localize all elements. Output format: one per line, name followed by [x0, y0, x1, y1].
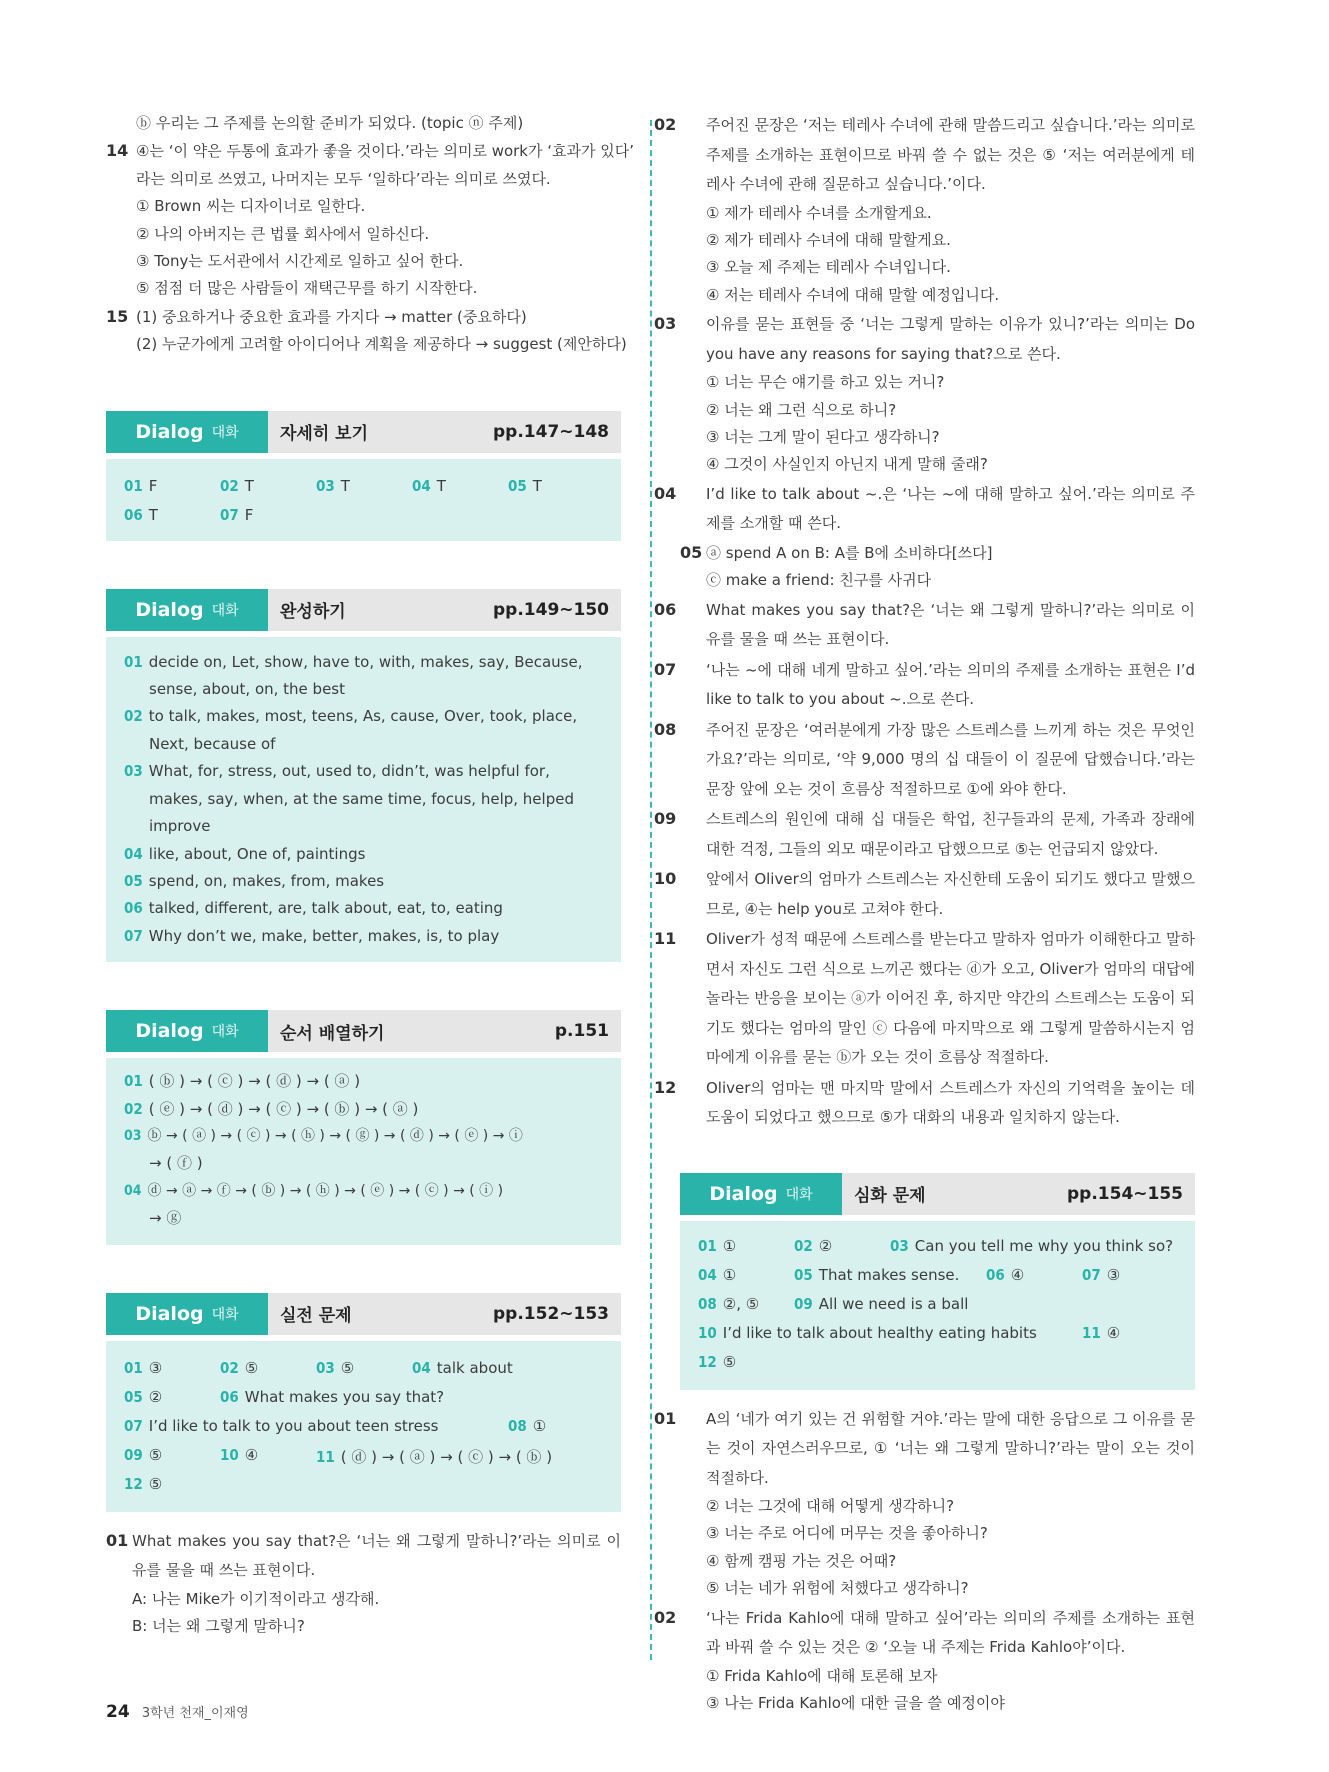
answer-line: 01 decide on, Let, show, have to, with, makes, say, Because,: [124, 652, 583, 671]
explanation-07: 07 ‘나는 ~에 대해 네게 말하고 싶어.’라는 의미의 주제를 소개하는 표현은 I’d like to talk to you about ~.으로 쓴다.: [654, 659, 1195, 709]
answer-line: 03 What, for, stress, out, used to, didn’t, was helpful for,: [124, 762, 550, 781]
section-header-advanced: [680, 1173, 1195, 1215]
answer-line: 라는 의미로 쓰였고, 나머지는 모두 ‘일하다’라는 의미로 쓰였다.: [136, 169, 551, 188]
section-tag: Dialog 대화: [106, 1293, 268, 1335]
answer-box: [680, 1221, 1195, 1390]
answer-line: ⓑ 우리는 그 주제를 논의할 준비가 되었다. (topic ⓝ 주제): [136, 114, 524, 132]
explanation-01: 01 What makes you say that?은 ‘너는 왜 그렇게 말하니?’라는 의미로 이유를 물을 때 쓰는 표현이다.: [106, 1530, 621, 1580]
section-title: 실전 문제: [280, 1306, 352, 1327]
section-pages: pp.149~150: [492, 599, 609, 620]
answer-row: 08 ②, ⑤ 09 All we need is a ball: [698, 1294, 969, 1313]
answer-line: makes, say, when, at the same time, focus, help, helped: [149, 789, 574, 808]
answer-line: ③ 나는 Frida Kahlo에 대한 글을 쓸 예정이야: [706, 1694, 1005, 1713]
answer-row: 07 I’d like to talk to you about teen stress 08 ①: [124, 1416, 547, 1435]
answer-row: 01 ③ 02 ⑤ 03 ⑤ 04 talk about: [124, 1358, 513, 1377]
answer-line: ① 너는 무슨 얘기를 하고 있는 거니?: [706, 373, 945, 392]
answer-line: ② 나의 아버지는 큰 법률 회사에서 일하신다.: [136, 224, 430, 243]
answer-line: B: 너는 왜 그렇게 말하니?: [132, 1616, 305, 1635]
answer-line: 03 ⓑ → ( ⓐ ) → ( ⓒ ) → ( ⓗ ) → ( ⓖ ) → ( ⓓ ) → ( ⓔ ) → ⓘ: [124, 1127, 523, 1144]
answer-line: ④ 저는 테레사 수녀에 대해 말할 예정입니다.: [706, 285, 1000, 304]
explanation-09: 09 스트레스의 원인에 대해 십 대들은 학업, 친구들과의 문제, 가족과 장래에 대한 걱정, 그들의 외모 때문이라고 답했으므로 ⑤는 언급되지 않았다.: [654, 809, 1195, 858]
section-pages: pp.154~155: [1066, 1183, 1183, 1204]
column-divider: [650, 120, 652, 1660]
answer-line: 01 ( ⓑ ) → ( ⓒ ) → ( ⓓ ) → ( ⓐ ): [124, 1072, 361, 1091]
explanation-08: 08 주어진 문장은 ‘여러분에게 가장 많은 스트레스를 느끼게 하는 것은 무엇인가요?’라는 의미로, ‘약 9,000 명의 십 대들이 이 질문에 답했습니다.’라는 문장 앞에 오는 것이 흐름상 적절하므로 ①에 와야 한다.: [654, 719, 1195, 798]
answer-line: → ( ⓕ ): [149, 1154, 203, 1173]
answer-line: ① Frida Kahlo에 대해 토론해 보자: [706, 1666, 938, 1685]
answer-line: (2) 누군가에게 고려할 아이디어나 계획을 제공하다 → suggest (제안하다): [136, 335, 627, 354]
section-pages: pp.147~148: [492, 421, 609, 442]
section-header-practice: [106, 1293, 621, 1335]
section-header-detail: [106, 411, 621, 453]
answer-line: ③ 오늘 제 주제는 테레사 수녀입니다.: [706, 258, 951, 277]
answer-row: 12 ⑤: [124, 1474, 163, 1493]
answer-row: 10 I’d like to talk about healthy eating habits 11 ④: [698, 1323, 1121, 1342]
section-pages: p.151: [554, 1021, 609, 1042]
explanation-02: 02 주어진 문장은 ‘저는 테레사 수녀에 관해 말씀드리고 싶습니다.’라는 의미로 주제를 소개하는 표현이므로 바꿔 쓸 수 없는 것은 ⑤ ‘저는 여러분에게 테레사 수녀에 관해 질문하고 싶습니다.’이다.: [654, 115, 1195, 193]
footer-text: 3학년 천재_이재영: [141, 1706, 249, 1721]
section-title: 자세히 보기: [280, 424, 369, 445]
right-column: [654, 110, 1195, 1718]
answer-line: Next, because of: [149, 734, 276, 753]
section-title: 심화 문제: [854, 1186, 926, 1207]
answer-row: 12 ⑤: [698, 1352, 737, 1371]
answer-line: ② 제가 테레사 수녀에 대해 말할게요.: [706, 230, 951, 249]
answer-line: 04 ⓓ → ⓐ → ⓕ → ( ⓑ ) → ( ⓗ ) → ( ⓔ ) → ( ⓒ ) → ( ⓘ ): [124, 1182, 504, 1199]
answer-line: 04 like, about, One of, paintings: [124, 844, 366, 863]
answer-box: [106, 1058, 621, 1244]
question-15: 15 (1) 중요하거나 중요한 효과를 가지다 → matter (중요하다): [106, 306, 527, 326]
answer-line: A: 나는 Mike가 이기적이라고 생각해.: [132, 1589, 380, 1608]
answer-box: [106, 1341, 621, 1512]
answer-row: 01 ① 02 ② 03 Can you tell me why you think so?: [698, 1236, 1174, 1255]
answer-line: improve: [149, 817, 211, 836]
answer-line: sense, about, on, the best: [149, 680, 345, 699]
section-pages: pp.152~153: [492, 1303, 609, 1324]
answer-box: [106, 637, 621, 962]
answer-line: ① 제가 테레사 수녀를 소개할게요.: [706, 203, 932, 222]
section-title: 순서 배열하기: [280, 1023, 385, 1044]
answer-line: ③ 너는 주로 어디에 머무는 것을 좋아하니?: [706, 1524, 988, 1543]
section-title: 완성하기: [280, 602, 346, 623]
explanation-04: 04 I’d like to talk about ~.은 ‘나는 ~에 대해 말하고 싶어.’라는 의미로 주제를 소개할 때 쓴다.: [654, 483, 1195, 533]
answer-line: 07 Why don’t we, make, better, makes, is, to play: [124, 926, 500, 945]
explanation-05: 05 ⓐ spend A on B: A를 B에 소비하다[쓰다]: [680, 542, 993, 562]
explanation-01: 01 A의 ‘네가 여기 있는 건 위험할 거야.’라는 말에 대한 응답으로 그 이유를 묻는 것이 자연스러우므로, ① ‘너는 왜 그렇게 말하니?’라는 말이 오는 것이 적절하다.: [654, 1408, 1195, 1487]
explanation-11: 11 Oliver가 성적 때문에 스트레스를 받는다고 말하자 엄마가 이해한다고 말하면서 자신도 그런 식으로 느끼곤 했다는 ⓓ가 오고, Oliver가 엄마의 대답에 놀라는 반응을 보이는 ⓐ가 이어진 후, 하지만 약간의 스트레스는 도움이 되기도 했다는 엄마의 말인 ⓒ 다음에 마지막으로 왜 그렇게 말씀하시는지 엄마에게 이유를 묻는 ⓑ가 오는 것이 흐름상 적절하다.: [654, 929, 1195, 1067]
answer-line: → ⓖ: [149, 1209, 182, 1228]
answer-row: 09 ⑤ 10 ④ 11 ( ⓓ ) → ( ⓐ ) → ( ⓒ ) → ( ⓑ ): [124, 1445, 553, 1466]
explanation-02: 02 ‘나는 Frida Kahlo에 대해 말하고 싶어’라는 의미의 주제를 소개하는 표현과 바꿔 쓸 수 있는 것은 ② ‘오늘 내 주제는 Frida Kahlo야’이다.: [654, 1607, 1195, 1657]
section-tag: Dialog 대화: [106, 1010, 268, 1052]
answer-line: ④ 그것이 사실인지 아닌지 내게 말해 줄래?: [706, 455, 988, 474]
section-tag: Dialog 대화: [680, 1173, 842, 1215]
answer-line: 06 talked, different, are, talk about, eat, to, eating: [124, 899, 503, 918]
answer-row: 06 T 07 F: [124, 505, 254, 524]
answer-line: ② 너는 왜 그런 식으로 하니?: [706, 400, 897, 419]
answer-line: ③ 너는 그게 말이 된다고 생각하니?: [706, 427, 940, 446]
explanation-10: 10 앞에서 Oliver의 엄마가 스트레스는 자신한테 도움이 되기도 했다고 말했으므로, ④는 help you로 고쳐야 한다.: [654, 869, 1195, 918]
explanation-03: 03 이유를 묻는 표현들 중 ‘너는 그렇게 말하는 이유가 있니?’라는 의미는 Do you have any reasons for saying that?으로 쓴다.: [654, 314, 1195, 363]
explanation-06: 06 What makes you say that?은 ‘너는 왜 그렇게 말하니?’라는 의미로 이유를 물을 때 쓰는 표현이다.: [654, 599, 1195, 649]
answer-line: 02 ( ⓔ ) → ( ⓓ ) → ( ⓒ ) → ( ⓑ ) → ( ⓐ ): [124, 1099, 419, 1118]
explanation-12: 12 Oliver의 엄마는 맨 마지막 말에서 스트레스가 자신의 기억력을 높이는 데 도움이 되었다고 했으므로 ⑤가 대화의 내용과 일치하지 않는다.: [654, 1077, 1195, 1127]
question-14: 14 ④는 ‘이 약은 두통에 효과가 좋을 것이다.’라는 의미로 work가 ‘효과가 있다’: [106, 141, 635, 161]
answer-line: ⓒ make a friend: 친구를 사귀다: [706, 571, 932, 590]
answer-line: ① Brown 씨는 디자이너로 일한다.: [136, 197, 366, 216]
answer-line: ⑤ 점점 더 많은 사람들이 재택근무를 하기 시작한다.: [136, 279, 478, 298]
section-tag: Dialog 대화: [106, 411, 268, 453]
answer-box: [106, 459, 621, 541]
page-footer: [106, 1702, 249, 1722]
answer-line: ④ 함께 캠핑 가는 것은 어때?: [706, 1551, 897, 1570]
answer-row: 01 F 02 T 03 T 04 T 05 T: [124, 476, 542, 495]
answer-line: 02 to talk, makes, most, teens, As, cause, Over, took, place,: [124, 707, 578, 726]
section-header-ordering: [106, 1010, 621, 1052]
section-tag: Dialog 대화: [106, 589, 268, 631]
answer-row: 05 ② 06 What makes you say that?: [124, 1387, 445, 1406]
section-header-complete: [106, 589, 621, 631]
answer-line: ② 너는 그것에 대해 어떻게 생각하니?: [706, 1497, 955, 1516]
answer-line: ⑤ 너는 네가 위험에 처했다고 생각하니?: [706, 1579, 969, 1598]
left-column: [106, 110, 635, 1640]
answer-line: ③ Tony는 도서관에서 시간제로 일하고 싶어 한다.: [136, 252, 464, 271]
page-number: 24: [106, 1702, 130, 1722]
answer-row: 04 ① 05 That makes sense. 06 ④ 07 ③: [698, 1265, 1121, 1284]
answer-line: 05 spend, on, makes, from, makes: [124, 871, 385, 890]
